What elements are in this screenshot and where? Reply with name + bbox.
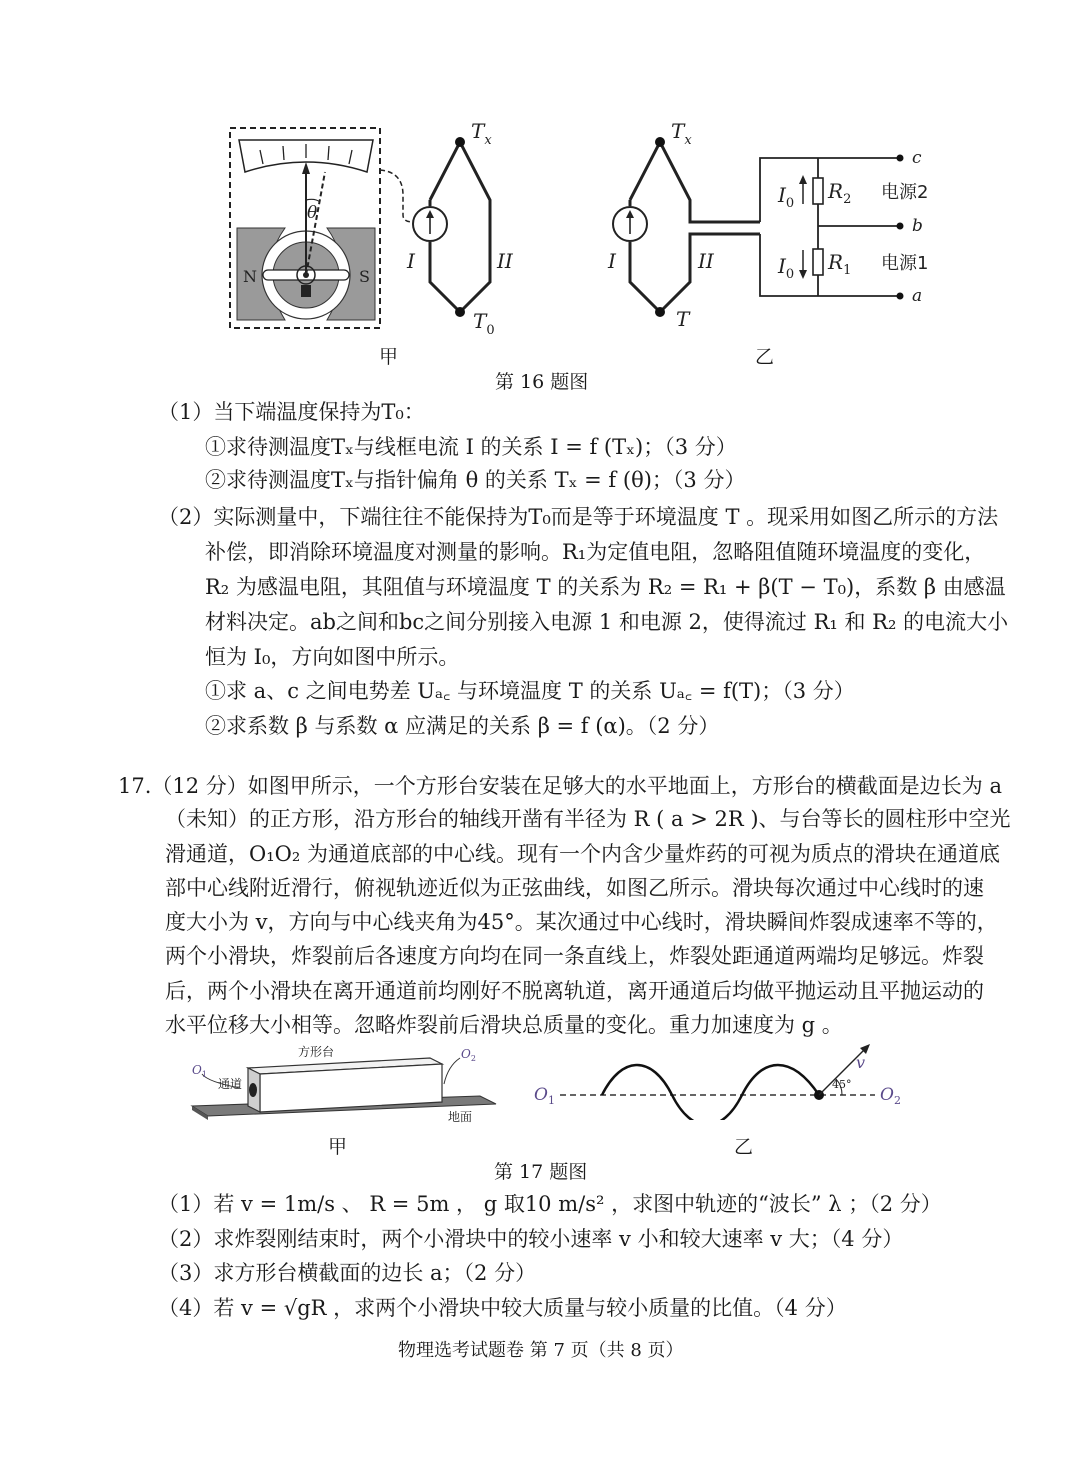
- wire-I-label: I: [608, 249, 616, 273]
- q16-part2-line1: （2）实际测量中，下端往往不能保持为T₀而是等于环境温度 T 。现采用如图乙所示的方法: [158, 505, 999, 529]
- jia-O2-label: $O_2$: [461, 1047, 476, 1063]
- q17-line4: 部中心线附近滑行，俯视轨迹近似为正弦曲线，如图乙所示。滑块每次通过中心线时的速: [165, 876, 984, 900]
- fig17-caption: 第 17 题图: [494, 1161, 588, 1183]
- jia-O1-label: $O_1$: [192, 1063, 207, 1079]
- q17-line7: 后，两个小滑块在离开通道前均刚好不脱离轨道，离开通道后均做平抛运动且平抛运动的: [165, 979, 984, 1003]
- i0-top-label: $I_0$: [778, 183, 795, 211]
- figure-16-jia: [225, 120, 525, 370]
- figure-17-jia: [180, 1044, 510, 1134]
- fig16-caption: 第 16 题图: [495, 371, 589, 393]
- t0-label: $T_0$: [473, 309, 495, 338]
- q17-line6: 两个小滑块，炸裂前后各速度方向均在同一条直线上，炸裂处距通道两端均足够远。炸裂: [165, 944, 984, 968]
- fig16-jia-label: 甲: [379, 346, 399, 368]
- wire-II-label: II: [698, 249, 714, 273]
- q16-part2-sub2: ②求系数 β 与系数 α 应满足的关系 β = f (α)。（2 分）: [205, 714, 720, 738]
- t-label: T: [676, 307, 690, 331]
- q17-line1: 17.（12 分）如图甲所示，一个方形台安装在足够大的水平地面上，方形台的横截面是边长为 a: [118, 774, 1002, 798]
- q16-part2-line4: 材料决定。ab之间和bc之间分别接入电源 1 和电源 2，使得流过 R₁ 和 R₂ 的电流大小: [205, 610, 1009, 634]
- channel-label: 通道: [218, 1077, 243, 1091]
- q17-sub1: （1）若 v = 1m/s 、 R = 5m ， g 取10 m/s² ，求图中轨迹的“波长” λ ；（2 分）: [158, 1192, 942, 1216]
- wire-I-label: I: [407, 249, 415, 273]
- channel-opening: [249, 1083, 257, 1097]
- q17-line2: （未知）的正方形，沿方形台的轴线开凿有半径为 R ( a > 2R )、与台等长的圆柱形中空光: [165, 807, 1011, 831]
- fig17-jia-label: 甲: [328, 1136, 348, 1158]
- meter-N-label: N: [243, 267, 257, 286]
- q17-line8: 水平位移大小相等。忽略炸裂前后滑块总质量的变化。重力加速度为 g 。: [165, 1013, 843, 1037]
- q17-line3: 滑通道，O₁O₂ 为通道底部的中心线。现有一个内含少量炸药的可视为质点的滑块在通道底: [165, 842, 1000, 866]
- junction-t0: [455, 307, 465, 317]
- terminal-c-label: c: [912, 148, 922, 168]
- platform-label: 方形台: [298, 1045, 335, 1059]
- r2-label: $R_2$: [828, 179, 852, 207]
- figure-16-yi: [600, 120, 960, 350]
- q16-part1-sub1: ①求待测温度Tₓ与线框电流 I 的关系 I = f (Tₓ)；（3 分）: [205, 435, 737, 459]
- terminal-b-label: b: [912, 216, 923, 236]
- ground-label: 地面: [448, 1110, 473, 1124]
- source1-label: 电源1: [881, 253, 929, 274]
- r1-label: $R_1$: [828, 250, 852, 278]
- resistor-R2: [813, 178, 823, 204]
- page-footer: 物理选考试题卷 第 7 页（共 8 页）: [398, 1340, 684, 1361]
- q17-sub3: （3）求方形台横截面的边长 a；（2 分）: [158, 1261, 537, 1285]
- figure-17-yi: [530, 1040, 920, 1120]
- resistor-R1: [813, 249, 823, 275]
- fig17-yi-label: 乙: [734, 1136, 754, 1158]
- yi-O2-label: $O_2$: [880, 1085, 901, 1107]
- source2-label: 电源2: [881, 182, 929, 203]
- yi-O1-label: $O_1$: [534, 1085, 555, 1107]
- tx-label: $T_x$: [671, 120, 692, 148]
- fig16-yi-label: 乙: [755, 346, 775, 368]
- i0-bottom-label: $I_0$: [778, 254, 795, 282]
- meter-lead: [380, 170, 413, 222]
- q16-part1: （1）当下端温度保持为T₀：: [158, 400, 425, 424]
- q17-sub4: （4）若 v = √gR ，求两个小滑块中较大质量与较小质量的比值。（4 分）: [158, 1296, 847, 1320]
- junction-tx: [455, 137, 465, 147]
- q16-part2-sub1: ①求 a、c 之间电势差 Uₐ꜀ 与环境温度 T 的关系 Uₐ꜀ = f(T)；（3 分）: [205, 679, 855, 703]
- velocity-v-label: v: [856, 1053, 866, 1072]
- q17-line5: 度大小为 v，方向与中心线夹角为45°。某次通过中心线时，滑块瞬间炸裂成速率不等的，: [165, 910, 998, 934]
- terminal-a-label: a: [912, 286, 923, 306]
- q16-part1-sub2: ②求待测温度Tₓ与指针偏角 θ 的关系 Tₓ = f (θ)；（3 分）: [205, 468, 746, 492]
- theta-label: θ: [307, 203, 318, 223]
- q16-part2-line2: 补偿，即消除环境温度对测量的影响。R₁为定值电阻，忽略阻值随环境温度的变化，: [205, 540, 986, 564]
- spring-icon: [301, 285, 311, 297]
- sine-trajectory: [602, 1065, 819, 1120]
- q17-sub2: （2）求炸裂刚结束时，两个小滑块中的较小速率 v 小和较大速率 v 大；（4 分）: [158, 1227, 904, 1251]
- q16-part2-line5: 恒为 I₀，方向如图中所示。: [205, 645, 460, 669]
- angle-label: 45°: [832, 1078, 852, 1091]
- wire-II-label: II: [497, 249, 513, 273]
- q16-part2-line3: R₂ 为感温电阻，其阻值与环境温度 T 的关系为 R₂ = R₁ + β(T − T₀)，系数 β 由感温: [205, 575, 1006, 599]
- meter-S-label: S: [359, 267, 370, 286]
- tx-label: $T_x$: [471, 120, 492, 148]
